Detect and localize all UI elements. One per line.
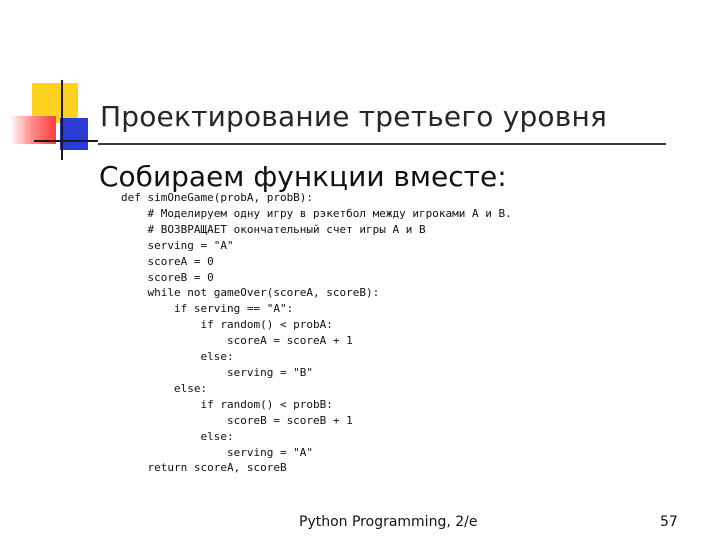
page-number: 57 <box>660 514 678 530</box>
code-line: serving = "A" <box>121 445 314 459</box>
code-line: else: <box>121 350 234 364</box>
code-line: else: <box>121 381 208 395</box>
logo-horizontal-line <box>34 140 98 142</box>
code-line: serving = "A" <box>121 238 234 252</box>
code-line: if serving == "A": <box>121 302 294 316</box>
logo-vertical-line <box>61 80 63 160</box>
code-line: serving = "B" <box>121 365 314 379</box>
slide-title: Проектирование третьего уровня <box>100 100 608 133</box>
code-line: scoreB = scoreB + 1 <box>121 413 353 427</box>
code-line: while not gameOver(scoreA, scoreB): <box>121 286 380 300</box>
code-line: scoreA = scoreA + 1 <box>121 334 353 348</box>
code-line: def simOneGame(probA, probB): <box>121 191 314 204</box>
code-line: # ВОЗВРАЩАЕТ окончательный счет игры A и B <box>121 222 426 236</box>
code-line: # Моделируем одну игру в рэкетбол между игроками A и B. <box>121 206 512 220</box>
code-line: scoreB = 0 <box>121 270 214 284</box>
code-line: scoreA = 0 <box>121 254 214 268</box>
logo-blue-square <box>60 118 88 150</box>
code-line: return scoreA, scoreB <box>121 461 287 475</box>
code-block <box>121 190 512 476</box>
code-line: else: <box>121 429 234 443</box>
code-line: if random() < probB: <box>121 397 333 411</box>
code-line: if random() < probA: <box>121 318 333 332</box>
title-underline <box>98 143 666 145</box>
slide-footer: Python Programming, 2/e <box>299 514 478 530</box>
slide-subtitle: Собираем функции вместе: <box>99 160 507 193</box>
